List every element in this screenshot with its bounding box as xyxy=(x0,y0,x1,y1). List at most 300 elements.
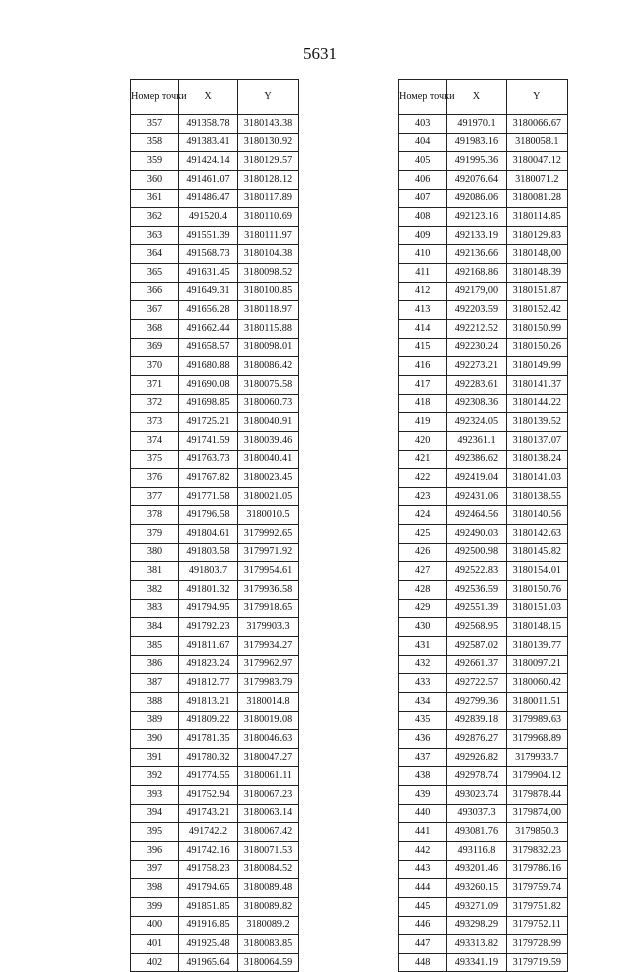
cell-point-number: 417 xyxy=(399,375,447,394)
cell-y: 3179904.12 xyxy=(506,767,567,786)
table-row xyxy=(399,730,568,749)
table-row xyxy=(131,115,299,134)
cell-y: 3180144.22 xyxy=(506,394,567,413)
cell-point-number: 439 xyxy=(399,786,447,805)
cell-x: 493313.82 xyxy=(447,935,506,954)
cell-y: 3180060.73 xyxy=(238,394,299,413)
cell-y: 3179878.44 xyxy=(506,786,567,805)
cell-x: 492568.95 xyxy=(447,618,506,637)
cell-x: 492926.82 xyxy=(447,748,506,767)
cell-y: 3180014.8 xyxy=(238,692,299,711)
cell-point-number: 388 xyxy=(131,692,179,711)
cell-y: 3180067.23 xyxy=(238,786,299,805)
cell-point-number: 367 xyxy=(131,301,179,320)
cell-x: 491758.23 xyxy=(179,860,238,879)
cell-y: 3180143.38 xyxy=(238,115,299,134)
table-row xyxy=(399,916,568,935)
cell-point-number: 407 xyxy=(399,189,447,208)
header-point-number: Номер точки xyxy=(131,80,179,115)
table-row xyxy=(131,935,299,954)
cell-y: 3180084.52 xyxy=(238,860,299,879)
cell-point-number: 364 xyxy=(131,245,179,264)
cell-point-number: 421 xyxy=(399,450,447,469)
table-row xyxy=(131,413,299,432)
table-row xyxy=(131,618,299,637)
table-row xyxy=(399,711,568,730)
cell-x: 491742.2 xyxy=(179,823,238,842)
cell-x: 492086.06 xyxy=(447,189,506,208)
header-y: Y xyxy=(238,80,299,115)
cell-point-number: 430 xyxy=(399,618,447,637)
cell-y: 3179968.89 xyxy=(506,730,567,749)
cell-point-number: 434 xyxy=(399,692,447,711)
cell-point-number: 385 xyxy=(131,636,179,655)
cell-y: 3179992.65 xyxy=(238,525,299,544)
cell-y: 3179954.61 xyxy=(238,562,299,581)
table-body xyxy=(399,115,568,972)
cell-y: 3180117.89 xyxy=(238,189,299,208)
table-row xyxy=(399,320,568,339)
cell-x: 491649.31 xyxy=(179,282,238,301)
header-y: Y xyxy=(506,80,567,115)
cell-x: 491658.57 xyxy=(179,338,238,357)
cell-x: 491631.45 xyxy=(179,264,238,283)
cell-x: 493260.15 xyxy=(447,879,506,898)
cell-y: 3180086.42 xyxy=(238,357,299,376)
cell-point-number: 362 xyxy=(131,208,179,227)
cell-y: 3180140.56 xyxy=(506,506,567,525)
cell-x: 491752.94 xyxy=(179,786,238,805)
table-row xyxy=(399,115,568,134)
cell-x: 492283.61 xyxy=(447,375,506,394)
table-row xyxy=(399,394,568,413)
cell-x: 491774.55 xyxy=(179,767,238,786)
cell-y: 3179903.3 xyxy=(238,618,299,637)
table-row xyxy=(131,692,299,711)
table-row xyxy=(131,879,299,898)
cell-point-number: 409 xyxy=(399,226,447,245)
cell-point-number: 361 xyxy=(131,189,179,208)
cell-x: 491803.58 xyxy=(179,543,238,562)
page-number: 5631 xyxy=(303,44,337,63)
cell-point-number: 368 xyxy=(131,320,179,339)
cell-x: 491796.58 xyxy=(179,506,238,525)
cell-y: 3180151.87 xyxy=(506,282,567,301)
cell-point-number: 380 xyxy=(131,543,179,562)
cell-x: 491851.85 xyxy=(179,897,238,916)
table-row xyxy=(131,487,299,506)
cell-y: 3180060.42 xyxy=(506,674,567,693)
table-row xyxy=(399,618,568,637)
cell-x: 491690.08 xyxy=(179,375,238,394)
table-row xyxy=(131,636,299,655)
cell-y: 3180151.03 xyxy=(506,599,567,618)
cell-x: 492386.62 xyxy=(447,450,506,469)
table-row xyxy=(399,599,568,618)
cell-x: 491763.73 xyxy=(179,450,238,469)
cell-point-number: 371 xyxy=(131,375,179,394)
cell-point-number: 435 xyxy=(399,711,447,730)
cell-y: 3180040.41 xyxy=(238,450,299,469)
cell-y: 3179786.16 xyxy=(506,860,567,879)
cell-y: 3179832.23 xyxy=(506,841,567,860)
table-row xyxy=(131,599,299,618)
cell-y: 3180071.53 xyxy=(238,841,299,860)
cell-x: 493271.09 xyxy=(447,897,506,916)
cell-x: 492799.36 xyxy=(447,692,506,711)
cell-point-number: 429 xyxy=(399,599,447,618)
cell-point-number: 381 xyxy=(131,562,179,581)
table-row xyxy=(131,674,299,693)
table-row xyxy=(131,525,299,544)
cell-y: 3179850.3 xyxy=(506,823,567,842)
cell-x: 493116.8 xyxy=(447,841,506,860)
table-row xyxy=(399,264,568,283)
cell-point-number: 359 xyxy=(131,152,179,171)
cell-x: 492839.18 xyxy=(447,711,506,730)
table-row xyxy=(131,133,299,152)
cell-point-number: 377 xyxy=(131,487,179,506)
table-row xyxy=(399,804,568,823)
cell-x: 491965.64 xyxy=(179,953,238,972)
table-row xyxy=(399,860,568,879)
table-header-row xyxy=(399,80,568,115)
cell-point-number: 369 xyxy=(131,338,179,357)
cell-point-number: 384 xyxy=(131,618,179,637)
cell-point-number: 393 xyxy=(131,786,179,805)
table-row xyxy=(399,525,568,544)
cell-y: 3180110.69 xyxy=(238,208,299,227)
table-row xyxy=(399,823,568,842)
cell-x: 491461.07 xyxy=(179,170,238,189)
cell-point-number: 404 xyxy=(399,133,447,152)
cell-point-number: 383 xyxy=(131,599,179,618)
cell-point-number: 433 xyxy=(399,674,447,693)
cell-x: 491823.24 xyxy=(179,655,238,674)
cell-point-number: 392 xyxy=(131,767,179,786)
cell-x: 492203.59 xyxy=(447,301,506,320)
table-row xyxy=(399,897,568,916)
table-row xyxy=(399,879,568,898)
cell-point-number: 416 xyxy=(399,357,447,376)
cell-y: 3180021.05 xyxy=(238,487,299,506)
cell-point-number: 375 xyxy=(131,450,179,469)
cell-x: 492536.59 xyxy=(447,581,506,600)
cell-y: 3180150.26 xyxy=(506,338,567,357)
cell-x: 491656.28 xyxy=(179,301,238,320)
cell-y: 3180019.08 xyxy=(238,711,299,730)
cell-x: 491813.21 xyxy=(179,692,238,711)
cell-point-number: 432 xyxy=(399,655,447,674)
cell-y: 3180046.63 xyxy=(238,730,299,749)
cell-y: 3180063.14 xyxy=(238,804,299,823)
table-row xyxy=(131,655,299,674)
cell-x: 492361.1 xyxy=(447,431,506,450)
cell-y: 3180128.12 xyxy=(238,170,299,189)
cell-point-number: 365 xyxy=(131,264,179,283)
cell-x: 493081.76 xyxy=(447,823,506,842)
table-row xyxy=(399,543,568,562)
cell-x: 492419.04 xyxy=(447,469,506,488)
cell-y: 3179971.92 xyxy=(238,543,299,562)
cell-x: 492308.36 xyxy=(447,394,506,413)
table-row xyxy=(399,674,568,693)
cell-point-number: 395 xyxy=(131,823,179,842)
cell-point-number: 425 xyxy=(399,525,447,544)
table-row xyxy=(399,469,568,488)
table-row xyxy=(131,543,299,562)
cell-point-number: 437 xyxy=(399,748,447,767)
cell-x: 491983.16 xyxy=(447,133,506,152)
cell-x: 491803.7 xyxy=(179,562,238,581)
cell-point-number: 444 xyxy=(399,879,447,898)
cell-y: 3180081.28 xyxy=(506,189,567,208)
table-row xyxy=(399,170,568,189)
cell-x: 492551.39 xyxy=(447,599,506,618)
cell-x: 491520.4 xyxy=(179,208,238,227)
cell-y: 3180145.82 xyxy=(506,543,567,562)
table-row xyxy=(131,823,299,842)
table-row xyxy=(399,189,568,208)
cell-y: 3180141.37 xyxy=(506,375,567,394)
cell-point-number: 360 xyxy=(131,170,179,189)
cell-y: 3180010.5 xyxy=(238,506,299,525)
cell-point-number: 379 xyxy=(131,525,179,544)
cell-point-number: 441 xyxy=(399,823,447,842)
table-header-row xyxy=(131,80,299,115)
table-row xyxy=(131,431,299,450)
table-row xyxy=(399,692,568,711)
cell-x: 493341.19 xyxy=(447,953,506,972)
cell-y: 3179874,00 xyxy=(506,804,567,823)
cell-x: 493023.74 xyxy=(447,786,506,805)
header-x: X xyxy=(179,80,238,115)
cell-point-number: 411 xyxy=(399,264,447,283)
cell-x: 491812.77 xyxy=(179,674,238,693)
cell-y: 3179918.65 xyxy=(238,599,299,618)
cell-point-number: 445 xyxy=(399,897,447,916)
cell-x: 492076.64 xyxy=(447,170,506,189)
cell-x: 491680.88 xyxy=(179,357,238,376)
cell-point-number: 382 xyxy=(131,581,179,600)
cell-point-number: 431 xyxy=(399,636,447,655)
cell-y: 3180142.63 xyxy=(506,525,567,544)
cell-x: 491743.21 xyxy=(179,804,238,823)
cell-x: 493298.29 xyxy=(447,916,506,935)
table-row xyxy=(131,264,299,283)
cell-point-number: 438 xyxy=(399,767,447,786)
table-row xyxy=(131,786,299,805)
table-row xyxy=(131,450,299,469)
cell-point-number: 406 xyxy=(399,170,447,189)
cell-y: 3180089.82 xyxy=(238,897,299,916)
cell-y: 3179719.59 xyxy=(506,953,567,972)
table-row xyxy=(399,748,568,767)
cell-x: 492273.21 xyxy=(447,357,506,376)
cell-x: 492133.19 xyxy=(447,226,506,245)
table-row xyxy=(399,953,568,972)
table-row xyxy=(131,357,299,376)
cell-point-number: 397 xyxy=(131,860,179,879)
cell-y: 3180075.58 xyxy=(238,375,299,394)
table-row xyxy=(399,245,568,264)
cell-y: 3180071.2 xyxy=(506,170,567,189)
cell-y: 3180039.46 xyxy=(238,431,299,450)
cell-x: 491811.67 xyxy=(179,636,238,655)
cell-point-number: 401 xyxy=(131,935,179,954)
cell-point-number: 447 xyxy=(399,935,447,954)
table-row xyxy=(131,581,299,600)
cell-x: 491771.58 xyxy=(179,487,238,506)
table-row xyxy=(399,338,568,357)
cell-point-number: 403 xyxy=(399,115,447,134)
cell-point-number: 408 xyxy=(399,208,447,227)
cell-y: 3180129.83 xyxy=(506,226,567,245)
cell-x: 492876.27 xyxy=(447,730,506,749)
cell-point-number: 374 xyxy=(131,431,179,450)
cell-point-number: 402 xyxy=(131,953,179,972)
table-row xyxy=(399,450,568,469)
cell-point-number: 405 xyxy=(399,152,447,171)
cell-point-number: 442 xyxy=(399,841,447,860)
table-row xyxy=(131,394,299,413)
cell-y: 3180148.39 xyxy=(506,264,567,283)
table-row xyxy=(399,301,568,320)
cell-y: 3179934.27 xyxy=(238,636,299,655)
cell-y: 3180083.85 xyxy=(238,935,299,954)
cell-x: 491794.65 xyxy=(179,879,238,898)
cell-point-number: 426 xyxy=(399,543,447,562)
cell-point-number: 370 xyxy=(131,357,179,376)
table-row xyxy=(131,767,299,786)
table-row xyxy=(399,375,568,394)
cell-point-number: 440 xyxy=(399,804,447,823)
cell-x: 491801.32 xyxy=(179,581,238,600)
table-row xyxy=(399,841,568,860)
cell-x: 492722.57 xyxy=(447,674,506,693)
cell-y: 3180067.42 xyxy=(238,823,299,842)
table-row xyxy=(131,897,299,916)
cell-y: 3180064.59 xyxy=(238,953,299,972)
cell-x: 491809.22 xyxy=(179,711,238,730)
coordinates-table-left xyxy=(130,79,299,972)
cell-x: 491662.44 xyxy=(179,320,238,339)
cell-point-number: 410 xyxy=(399,245,447,264)
cell-y: 3180047.27 xyxy=(238,748,299,767)
table-row xyxy=(131,506,299,525)
cell-y: 3180139.77 xyxy=(506,636,567,655)
table-row xyxy=(399,413,568,432)
cell-y: 3179962.97 xyxy=(238,655,299,674)
table-row xyxy=(399,767,568,786)
table-row xyxy=(131,152,299,171)
cell-y: 3179933.7 xyxy=(506,748,567,767)
cell-y: 3180130.92 xyxy=(238,133,299,152)
cell-x: 492522.83 xyxy=(447,562,506,581)
cell-y: 3180058.1 xyxy=(506,133,567,152)
cell-point-number: 427 xyxy=(399,562,447,581)
cell-x: 491970.1 xyxy=(447,115,506,134)
cell-point-number: 448 xyxy=(399,953,447,972)
cell-x: 491568.73 xyxy=(179,245,238,264)
cell-point-number: 436 xyxy=(399,730,447,749)
cell-y: 3180023.45 xyxy=(238,469,299,488)
cell-y: 3180148,00 xyxy=(506,245,567,264)
cell-point-number: 399 xyxy=(131,897,179,916)
cell-point-number: 372 xyxy=(131,394,179,413)
cell-x: 492500.98 xyxy=(447,543,506,562)
cell-point-number: 396 xyxy=(131,841,179,860)
cell-x: 492168.86 xyxy=(447,264,506,283)
cell-point-number: 420 xyxy=(399,431,447,450)
table-body xyxy=(131,115,299,972)
cell-x: 491551.39 xyxy=(179,226,238,245)
cell-x: 491781.35 xyxy=(179,730,238,749)
cell-x: 491486.47 xyxy=(179,189,238,208)
table-row xyxy=(399,226,568,245)
table-row xyxy=(131,189,299,208)
cell-point-number: 419 xyxy=(399,413,447,432)
cell-x: 491792.23 xyxy=(179,618,238,637)
cell-y: 3179752.11 xyxy=(506,916,567,935)
table-row xyxy=(131,320,299,339)
cell-point-number: 413 xyxy=(399,301,447,320)
cell-x: 491767.82 xyxy=(179,469,238,488)
cell-x: 493201.46 xyxy=(447,860,506,879)
table-row xyxy=(399,581,568,600)
cell-point-number: 391 xyxy=(131,748,179,767)
table-row xyxy=(131,841,299,860)
cell-x: 492136.66 xyxy=(447,245,506,264)
table-row xyxy=(399,282,568,301)
cell-point-number: 390 xyxy=(131,730,179,749)
cell-x: 493037.3 xyxy=(447,804,506,823)
table-row xyxy=(131,860,299,879)
table-row xyxy=(131,375,299,394)
cell-x: 492179,00 xyxy=(447,282,506,301)
cell-y: 3179936.58 xyxy=(238,581,299,600)
table-row xyxy=(131,282,299,301)
cell-y: 3180111.97 xyxy=(238,226,299,245)
cell-x: 491424.14 xyxy=(179,152,238,171)
cell-point-number: 357 xyxy=(131,115,179,134)
cell-point-number: 358 xyxy=(131,133,179,152)
cell-y: 3180138.55 xyxy=(506,487,567,506)
cell-y: 3179989.63 xyxy=(506,711,567,730)
cell-point-number: 415 xyxy=(399,338,447,357)
cell-x: 491804.61 xyxy=(179,525,238,544)
cell-x: 491794.95 xyxy=(179,599,238,618)
cell-x: 492661.37 xyxy=(447,655,506,674)
cell-point-number: 443 xyxy=(399,860,447,879)
cell-y: 3180011.51 xyxy=(506,692,567,711)
cell-point-number: 424 xyxy=(399,506,447,525)
table-row xyxy=(399,636,568,655)
cell-y: 3180150.99 xyxy=(506,320,567,339)
cell-point-number: 378 xyxy=(131,506,179,525)
cell-y: 3179759.74 xyxy=(506,879,567,898)
cell-x: 492490.03 xyxy=(447,525,506,544)
cell-x: 491780.32 xyxy=(179,748,238,767)
header-point-number: Номер точки xyxy=(399,80,447,115)
table-row xyxy=(131,469,299,488)
table-row xyxy=(131,170,299,189)
table-row xyxy=(399,357,568,376)
cell-x: 492324.05 xyxy=(447,413,506,432)
cell-x: 492464.56 xyxy=(447,506,506,525)
table-row xyxy=(131,245,299,264)
cell-y: 3180118.97 xyxy=(238,301,299,320)
